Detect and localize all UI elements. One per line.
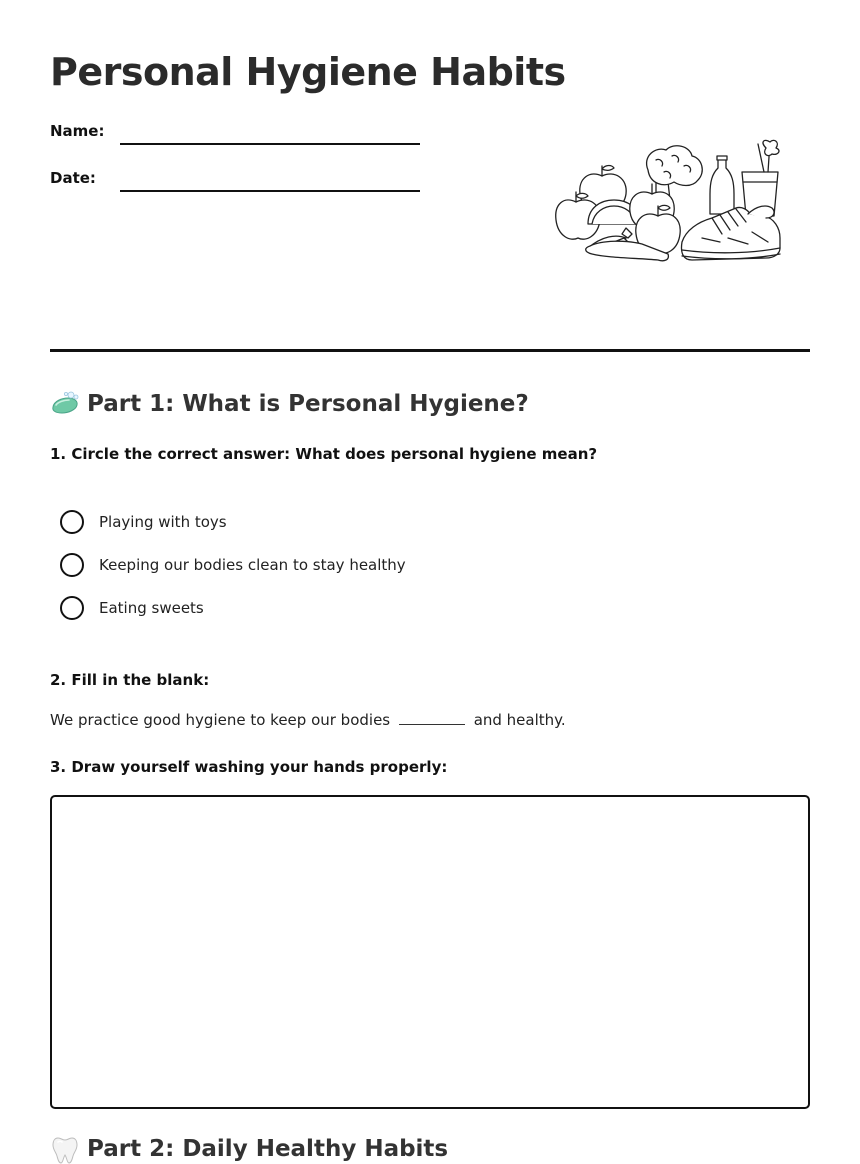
part1-heading (50, 389, 529, 419)
page-title: Personal Hygiene Habits (50, 50, 566, 94)
part2-heading-text: Part 2: Daily Healthy Habits (87, 1136, 449, 1162)
option-2-circle[interactable] (60, 553, 84, 577)
option-3[interactable] (60, 596, 204, 620)
fruits-vegetables-sneaker-illustration (552, 138, 786, 270)
date-field[interactable] (120, 190, 420, 192)
option-1-circle[interactable] (60, 510, 84, 534)
option-3-label: Eating sweets (99, 599, 204, 617)
option-2-label: Keeping our bodies clean to stay healthy (99, 556, 406, 574)
part2-heading (50, 1134, 448, 1164)
fill-sentence-before: We practice good hygiene to keep our bodies (50, 711, 391, 729)
soap-icon (50, 389, 80, 419)
fill-sentence-after: and healthy. (473, 711, 566, 729)
name-field[interactable] (120, 143, 420, 145)
fill-in-sentence (50, 711, 566, 729)
option-2[interactable] (60, 553, 406, 577)
drawing-area[interactable] (50, 795, 810, 1109)
fill-blank-field[interactable] (399, 712, 465, 725)
option-1-label: Playing with toys (99, 513, 227, 531)
option-3-circle[interactable] (60, 596, 84, 620)
date-label: Date: (50, 169, 96, 187)
name-label: Name: (50, 122, 105, 140)
question-3: 3. Draw yourself washing your hands properly: (50, 758, 448, 776)
question-2: 2. Fill in the blank: (50, 671, 210, 689)
part1-heading-text: Part 1: What is Personal Hygiene? (87, 391, 529, 417)
header-divider (50, 349, 810, 352)
option-1[interactable] (60, 510, 227, 534)
question-1: 1. Circle the correct answer: What does personal hygiene mean? (50, 445, 598, 463)
tooth-icon (50, 1134, 80, 1164)
